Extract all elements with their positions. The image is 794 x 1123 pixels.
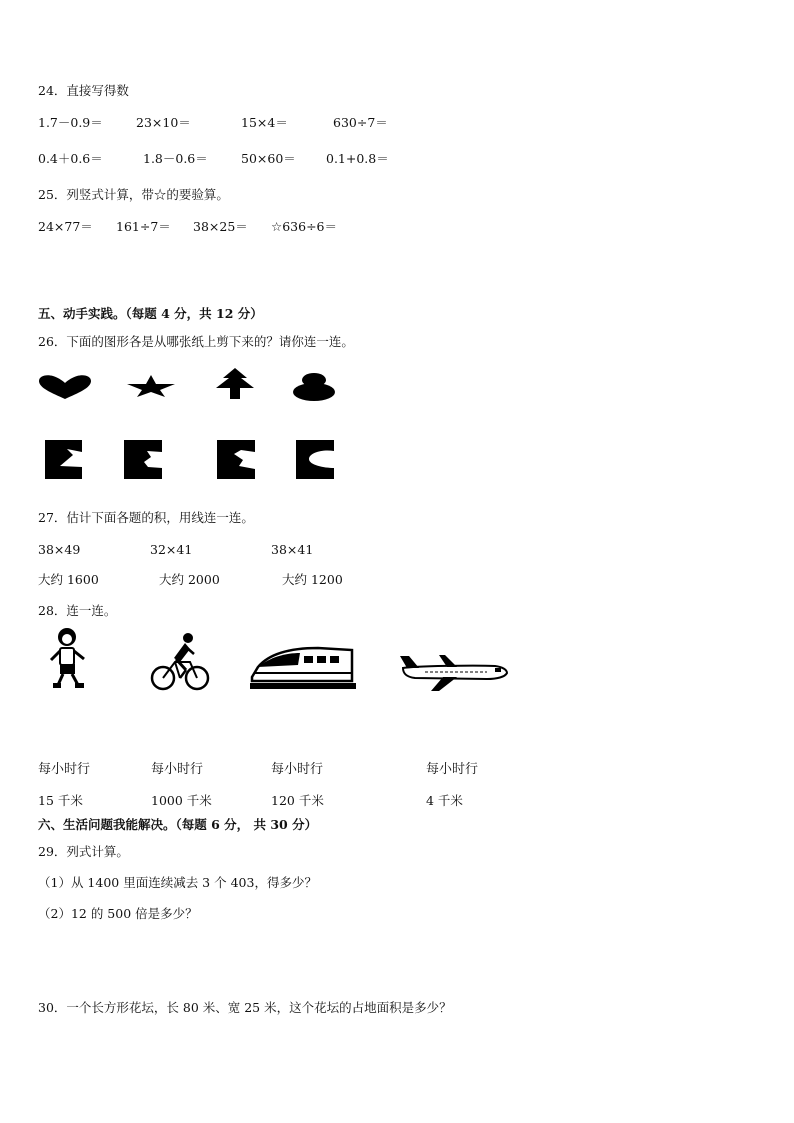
q29-title: 29．列式计算。 bbox=[38, 844, 129, 859]
q24-item: 23×10＝ bbox=[136, 115, 191, 130]
q27-product: 38×41 bbox=[271, 542, 314, 557]
q29-part: （1）从 1400 里面连续减去 3 个 403，得多少？ bbox=[38, 875, 317, 890]
speed-value: 4 千米 bbox=[426, 793, 463, 808]
q28-title: 28．连一连。 bbox=[38, 603, 117, 618]
high-speed-train bbox=[248, 643, 358, 691]
paper-cut-2 bbox=[124, 440, 164, 480]
speed-value: 120 千米 bbox=[271, 793, 324, 808]
q30-title: 30．一个长方形花坛，长 80 米、宽 25 米，这个花坛的占地面积是多少？ bbox=[38, 1000, 452, 1015]
speed-label: 每小时行 bbox=[426, 762, 479, 777]
q27-estimate: 大约 2000 bbox=[159, 572, 220, 587]
q24-item: 630÷7＝ bbox=[333, 115, 388, 130]
q24-title: 24．直接写得数 bbox=[38, 83, 129, 98]
q24-item: 0.4＋0.6＝ bbox=[38, 151, 103, 166]
q24-item: 1.8－0.6＝ bbox=[143, 151, 208, 166]
q24-item: 1.7－0.9＝ bbox=[38, 115, 103, 130]
paper-cut-3 bbox=[217, 440, 257, 480]
q25-title: 25．列竖式计算，带☆的要验算。 bbox=[38, 187, 229, 202]
q25-item: ☆636÷6＝ bbox=[271, 219, 337, 234]
speed-value: 15 千米 bbox=[38, 793, 83, 808]
walking-child bbox=[47, 627, 89, 689]
heart-shape bbox=[38, 374, 92, 400]
q27-estimate: 大约 1200 bbox=[282, 572, 343, 587]
speed-label: 每小时行 bbox=[271, 762, 324, 777]
section-6-title: 六、生活问题我能解决。（每题 6 分， 共 30 分） bbox=[38, 817, 318, 832]
arrow-shape bbox=[208, 368, 262, 400]
airplane bbox=[395, 650, 509, 692]
star-shape bbox=[126, 374, 176, 398]
section-5-title: 五、动手实践。（每题 4 分，共 12 分） bbox=[38, 306, 263, 321]
speed-label: 每小时行 bbox=[151, 762, 204, 777]
paper-cut-4 bbox=[296, 440, 336, 480]
paper-cut-1 bbox=[45, 440, 85, 480]
q24-item: 15×4＝ bbox=[241, 115, 288, 130]
speed-label: 每小时行 bbox=[38, 762, 91, 777]
speed-value: 1000 千米 bbox=[151, 793, 212, 808]
q24-item: 0.1+0.8＝ bbox=[326, 151, 389, 166]
q25-item: 38×25＝ bbox=[193, 219, 248, 234]
q27-product: 32×41 bbox=[150, 542, 193, 557]
q29-part: （2）12 的 500 倍是多少？ bbox=[38, 906, 198, 921]
q27-estimate: 大约 1600 bbox=[38, 572, 99, 587]
q25-item: 161÷7＝ bbox=[116, 219, 171, 234]
q24-item: 50×60＝ bbox=[241, 151, 296, 166]
blob-shape bbox=[291, 372, 337, 402]
q27-product: 38×49 bbox=[38, 542, 81, 557]
q27-title: 27．估计下面各题的积，用线连一连。 bbox=[38, 510, 254, 525]
q26-title: 26．下面的图形各是从哪张纸上剪下来的？请你连一连。 bbox=[38, 334, 354, 349]
q25-item: 24×77＝ bbox=[38, 219, 93, 234]
cyclist bbox=[150, 632, 210, 692]
